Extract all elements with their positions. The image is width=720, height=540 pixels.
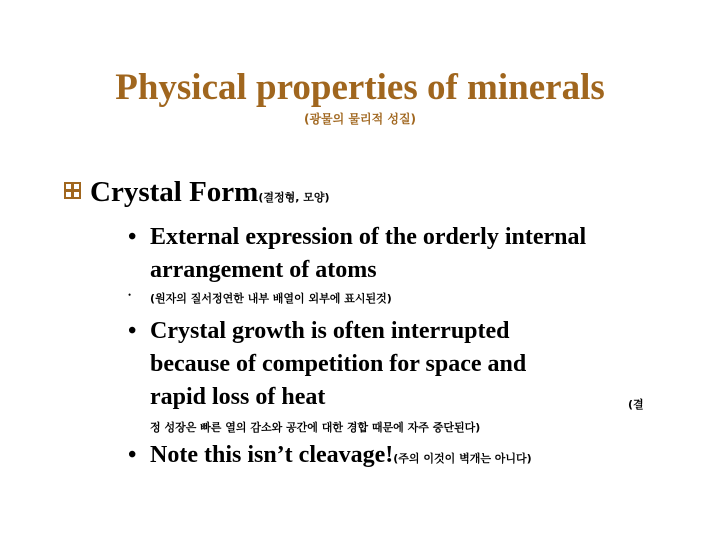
ornate-square-bullet-icon: [64, 182, 81, 199]
bullet-line: [150, 440, 532, 470]
bullet-line: rapid loss of heat: [150, 384, 326, 410]
bullet-korean-line: 정 성장은 빠른 열의 감소와 공간에 대한 경합 때문에 자주 중단된다): [150, 421, 481, 434]
page-subtitle: (광물의 물리적 성질): [303, 112, 417, 126]
section-heading-korean: (결정형, 모양): [258, 191, 330, 204]
page-title: Physical properties of minerals: [115, 67, 605, 108]
section-heading-text: Crystal Form: [90, 176, 259, 208]
bullet-marker: •: [128, 290, 132, 300]
bullet-korean-text: (주의 이것이 벽개는 아니다): [393, 452, 532, 465]
bullet-korean-tail: (결: [628, 398, 644, 411]
bullet-marker: •: [128, 318, 137, 344]
bullet-marker: •: [128, 442, 137, 468]
bullet-line: because of competition for space and: [150, 351, 527, 377]
bullet-korean-text: (원자의 질서정연한 내부 배열이 외부에 표시된것): [150, 292, 392, 305]
bullet-line: arrangement of atoms: [150, 257, 377, 283]
bullet-text: Note this isn’t cleavage!: [150, 442, 394, 468]
section-heading: [90, 176, 330, 209]
bullet-line: External expression of the orderly internal: [150, 224, 587, 250]
bullet-line: Crystal growth is often interrupted: [150, 318, 510, 344]
bullet-marker: •: [128, 224, 137, 250]
